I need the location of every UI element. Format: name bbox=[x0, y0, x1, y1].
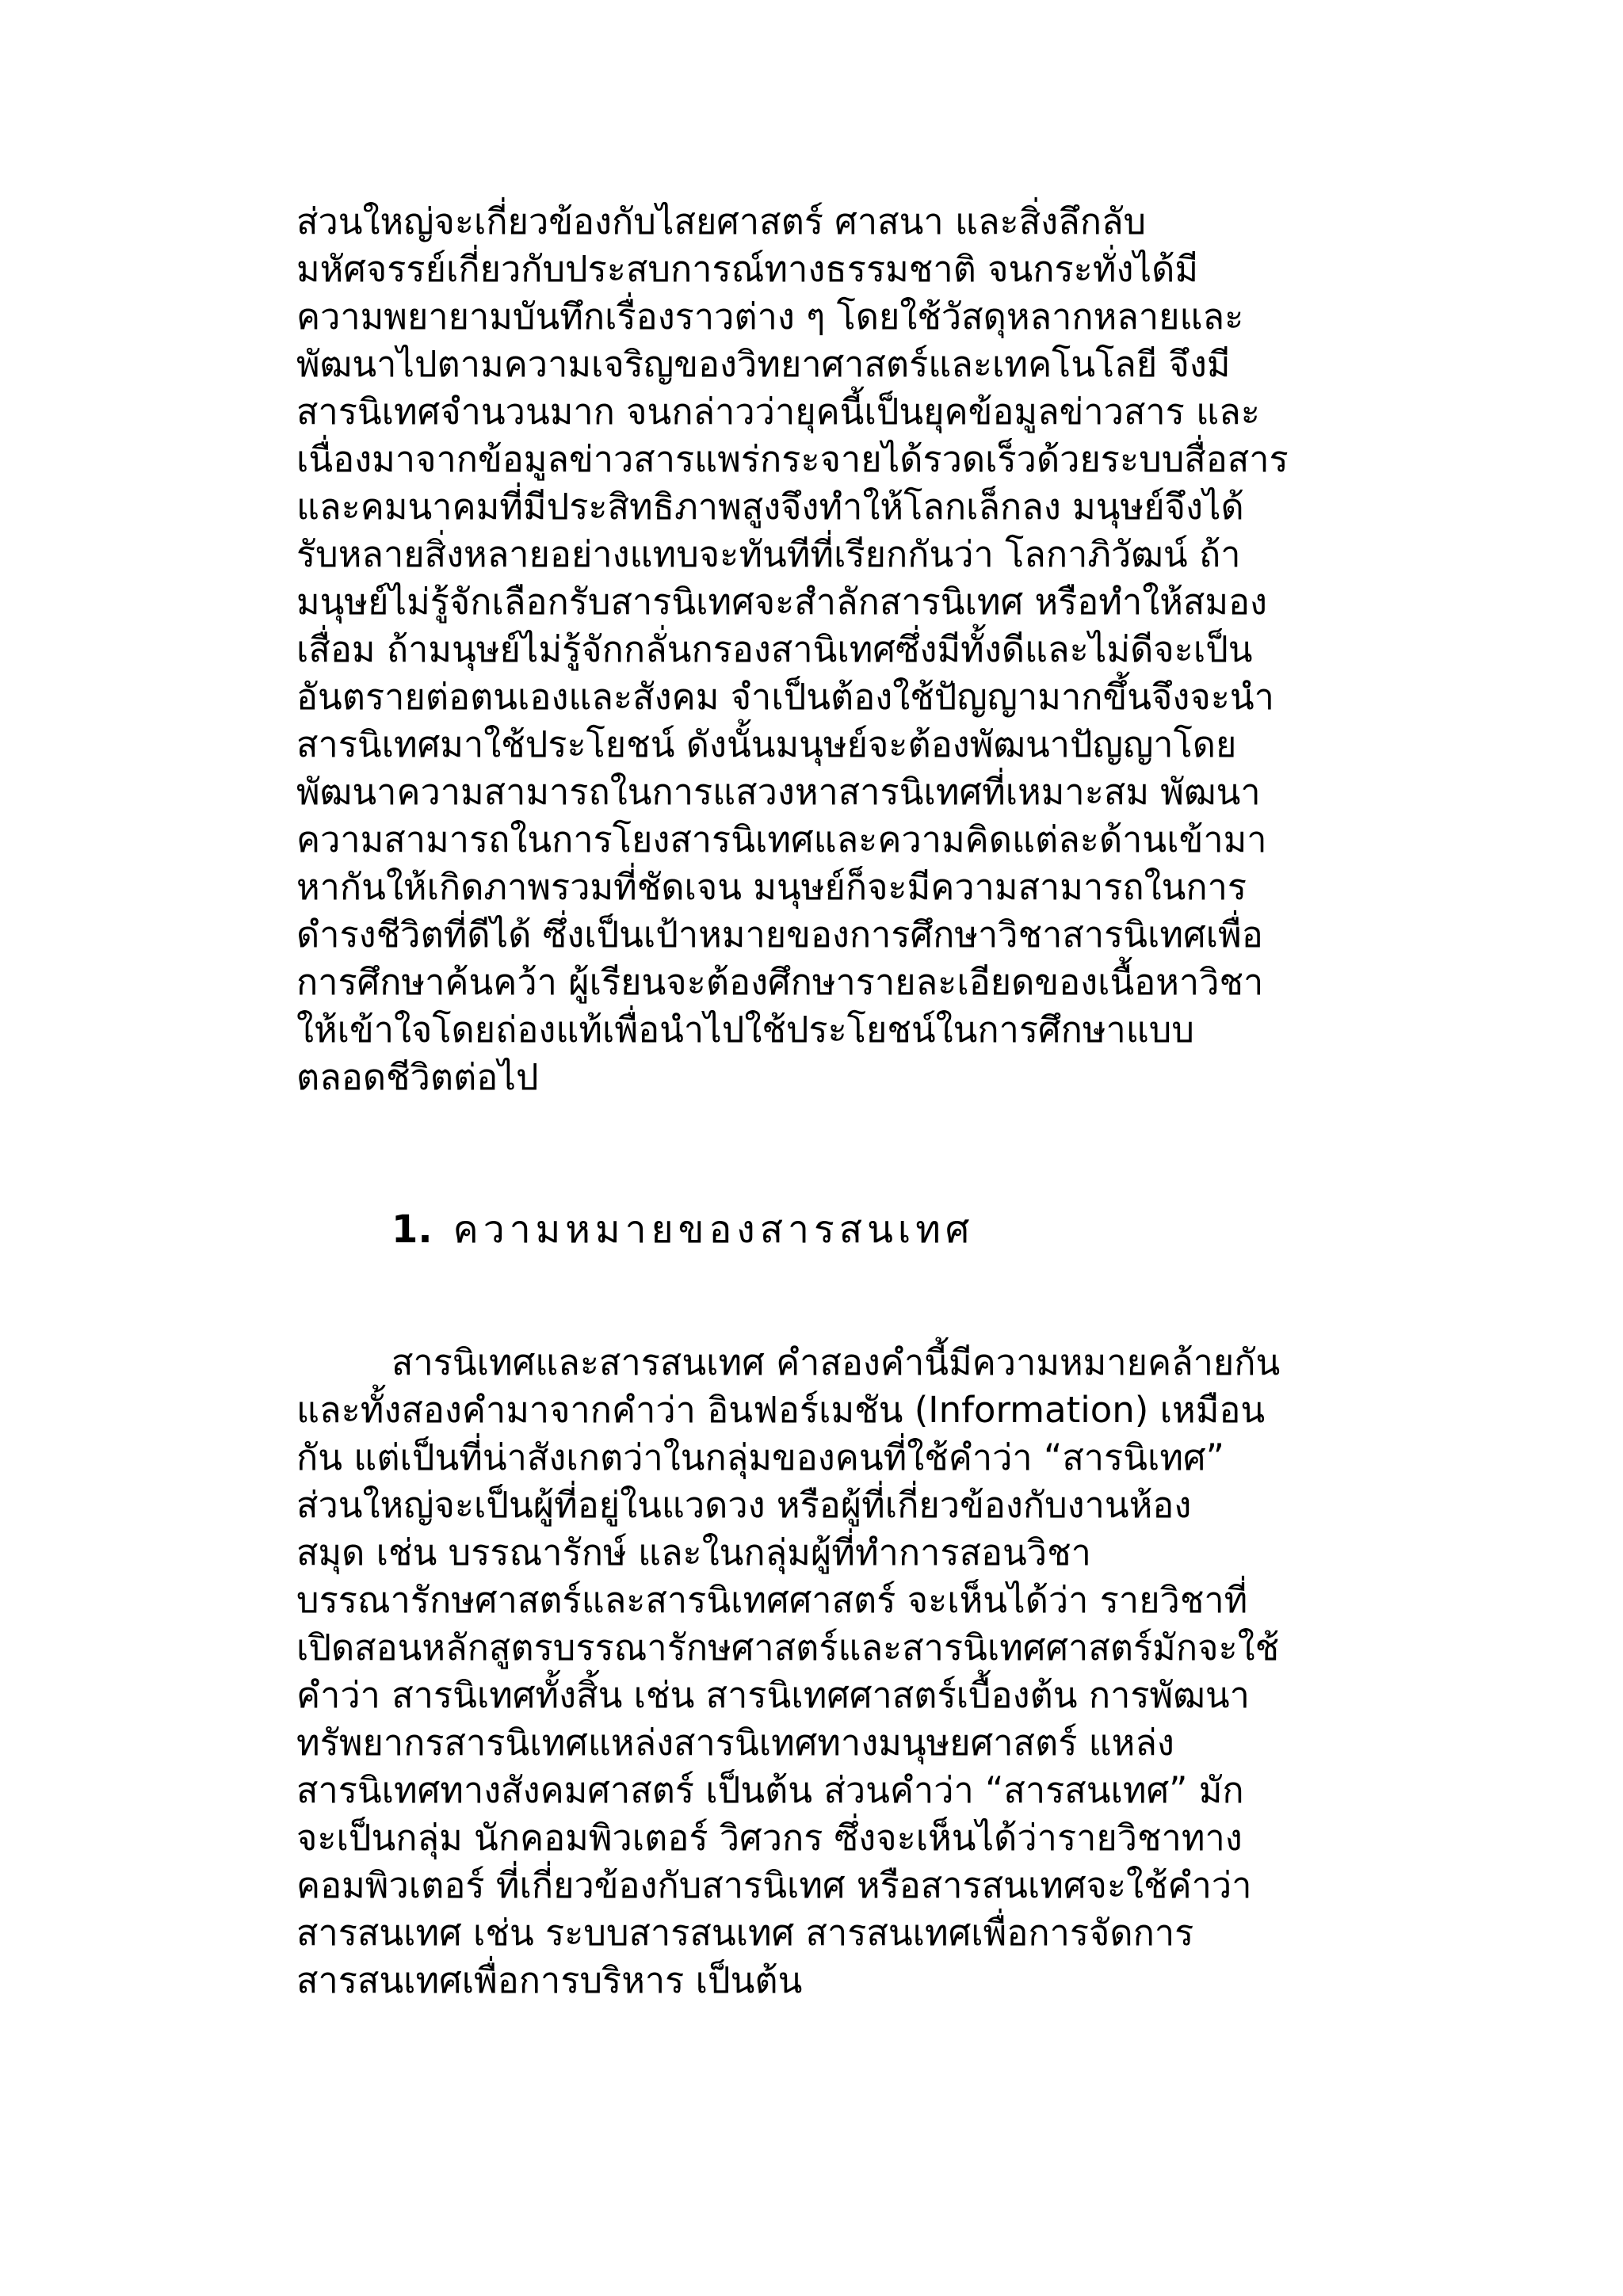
paragraph-line: การศึกษาค้นคว้า ผู้เรียนจะต้องศึกษารายละเอียดของเนื้อหาวิชา bbox=[296, 961, 1264, 1003]
paragraph-line: เนื่องมาจากข้อมูลข่าวสารแพร่กระจายได้รวดเร็วด้วยระบบสื่อสาร bbox=[296, 438, 1289, 480]
paragraph-line: อันตรายต่อตนเองและสังคม จำเป็นต้องใช้ปัญญามากขึ้นจึงจะนำ bbox=[296, 676, 1274, 718]
paragraph-line: และคมนาคมที่มีประสิทธิภาพสูงจึงทำให้โลกเล็กลง มนุษย์จึงได้ bbox=[296, 486, 1244, 528]
section-heading bbox=[391, 1198, 974, 1261]
paragraph-line: กัน แต่เป็นที่น่าสังเกตว่าในกลุ่มของคนที่ใช้คำว่า “สารนิเทศ” bbox=[296, 1436, 1224, 1478]
paragraph-line: พัฒนาไปตามความเจริญของวิทยาศาสตร์และเทคโนโลยี จึงมี bbox=[296, 343, 1231, 385]
paragraph-line: สารนิเทศจำนวนมาก จนกล่าวว่ายุคนี้เป็นยุคข้อมูลข่าวสาร และ bbox=[296, 391, 1260, 433]
paragraph-line: รับหลายสิ่งหลายอย่างแทบจะทันทีที่เรียกกันว่า โลกาภิวัฒน์ ถ้า bbox=[296, 533, 1241, 575]
paragraph-line: ความสามารถในการโยงสารนิเทศและความคิดแต่ละด้านเข้ามา bbox=[296, 818, 1267, 860]
paragraph-line: สารนิเทศและสารสนเทศ คำสองคำนี้มีความหมายคล้ายกัน bbox=[391, 1341, 1281, 1383]
paragraph-line: และทั้งสองคำมาจากคำว่า อินฟอร์เมชัน (Information) เหมือน bbox=[296, 1389, 1266, 1431]
paragraph-line: ส่วนใหญ่จะเกี่ยวข้องกับไสยศาสตร์ ศาสนา และสิ่งลึกลับ bbox=[296, 200, 1147, 242]
paragraph-line: สารนิเทศมาใช้ประโยชน์ ดังนั้นมนุษย์จะต้องพัฒนาปัญญาโดย bbox=[296, 723, 1237, 765]
paragraph-line: สารสนเทศ เช่น ระบบสารสนเทศ สารสนเทศเพื่อการจัดการ bbox=[296, 1912, 1194, 1954]
paragraph-line: ตลอดชีวิตต่อไป bbox=[296, 1056, 539, 1098]
paragraph-line: มหัศจรรย์เกี่ยวกับประสบการณ์ทางธรรมชาติ จนกระทั่งได้มี bbox=[296, 248, 1198, 290]
paragraph-line: ให้เข้าใจโดยถ่องแท้เพื่อนำไปใช้ประโยชน์ในการศึกษาแบบ bbox=[296, 1009, 1194, 1051]
section-title: ความหมายของสารสนเทศ bbox=[453, 1207, 975, 1252]
section-number: 1. bbox=[391, 1207, 433, 1252]
paragraph-line: คอมพิวเตอร์ ที่เกี่ยวข้องกับสารนิเทศ หรือสารสนเทศจะใช้คำว่า bbox=[296, 1864, 1252, 1906]
paragraph-line: ทรัพยากรสารนิเทศแหล่งสารนิเทศทางมนุษยศาสตร์ แหล่ง bbox=[296, 1722, 1174, 1764]
paragraph-line: ส่วนใหญ่จะเป็นผู้ที่อยู่ในแวดวง หรือผู้ที่เกี่ยวข้องกับงานห้อง bbox=[296, 1484, 1192, 1526]
paragraph-line: มนุษย์ไม่รู้จักเลือกรับสารนิเทศจะสำลักสารนิเทศ หรือทำให้สมอง bbox=[296, 581, 1267, 623]
paragraph-line: บรรณารักษศาสตร์และสารนิเทศศาสตร์ จะเห็นได้ว่า รายวิชาที่ bbox=[296, 1579, 1248, 1621]
paragraph-line: หากันให้เกิดภาพรวมที่ชัดเจน มนุษย์ก็จะมีความสามารถในการ bbox=[296, 866, 1247, 908]
paragraph-line: พัฒนาความสามารถในการแสวงหาสารนิเทศที่เหมาะสม พัฒนา bbox=[296, 771, 1261, 813]
paragraph-line: เปิดสอนหลักสูตรบรรณารักษศาสตร์และสารนิเทศศาสตร์มักจะใช้ bbox=[296, 1627, 1280, 1669]
paragraph-line: คำว่า สารนิเทศทั้งสิ้น เช่น สารนิเทศศาสตร์เบื้องต้น การพัฒนา bbox=[296, 1674, 1250, 1716]
paragraph-line: สารนิเทศทางสังคมศาสตร์ เป็นต้น ส่วนคำว่า “สารสนเทศ” มัก bbox=[296, 1769, 1244, 1811]
paragraph-line: เสื่อม ถ้ามนุษย์ไม่รู้จักกลั่นกรองสานิเทศซึ่งมีทั้งดีและไม่ดีจะเป็น bbox=[296, 628, 1253, 670]
paragraph-line: จะเป็นกลุ่ม นักคอมพิวเตอร์ วิศวกร ซึ่งจะเห็นได้ว่ารายวิชาทาง bbox=[296, 1817, 1243, 1859]
paragraph-line: สมุด เช่น บรรณารักษ์ และในกลุ่มผู้ที่ทำการสอนวิชา bbox=[296, 1531, 1091, 1573]
paragraph-line: สารสนเทศเพื่อการบริหาร เป็นต้น bbox=[296, 1959, 803, 2001]
paragraph-line: ความพยายามบันทึกเรื่องราวต่าง ๆ โดยใช้วัสดุหลากหลายและ bbox=[296, 296, 1244, 338]
paragraph-line: ดำรงชีวิตที่ดีได้ ซึ่งเป็นเป้าหมายของการศึกษาวิชาสารนิเทศเพื่อ bbox=[296, 913, 1263, 955]
